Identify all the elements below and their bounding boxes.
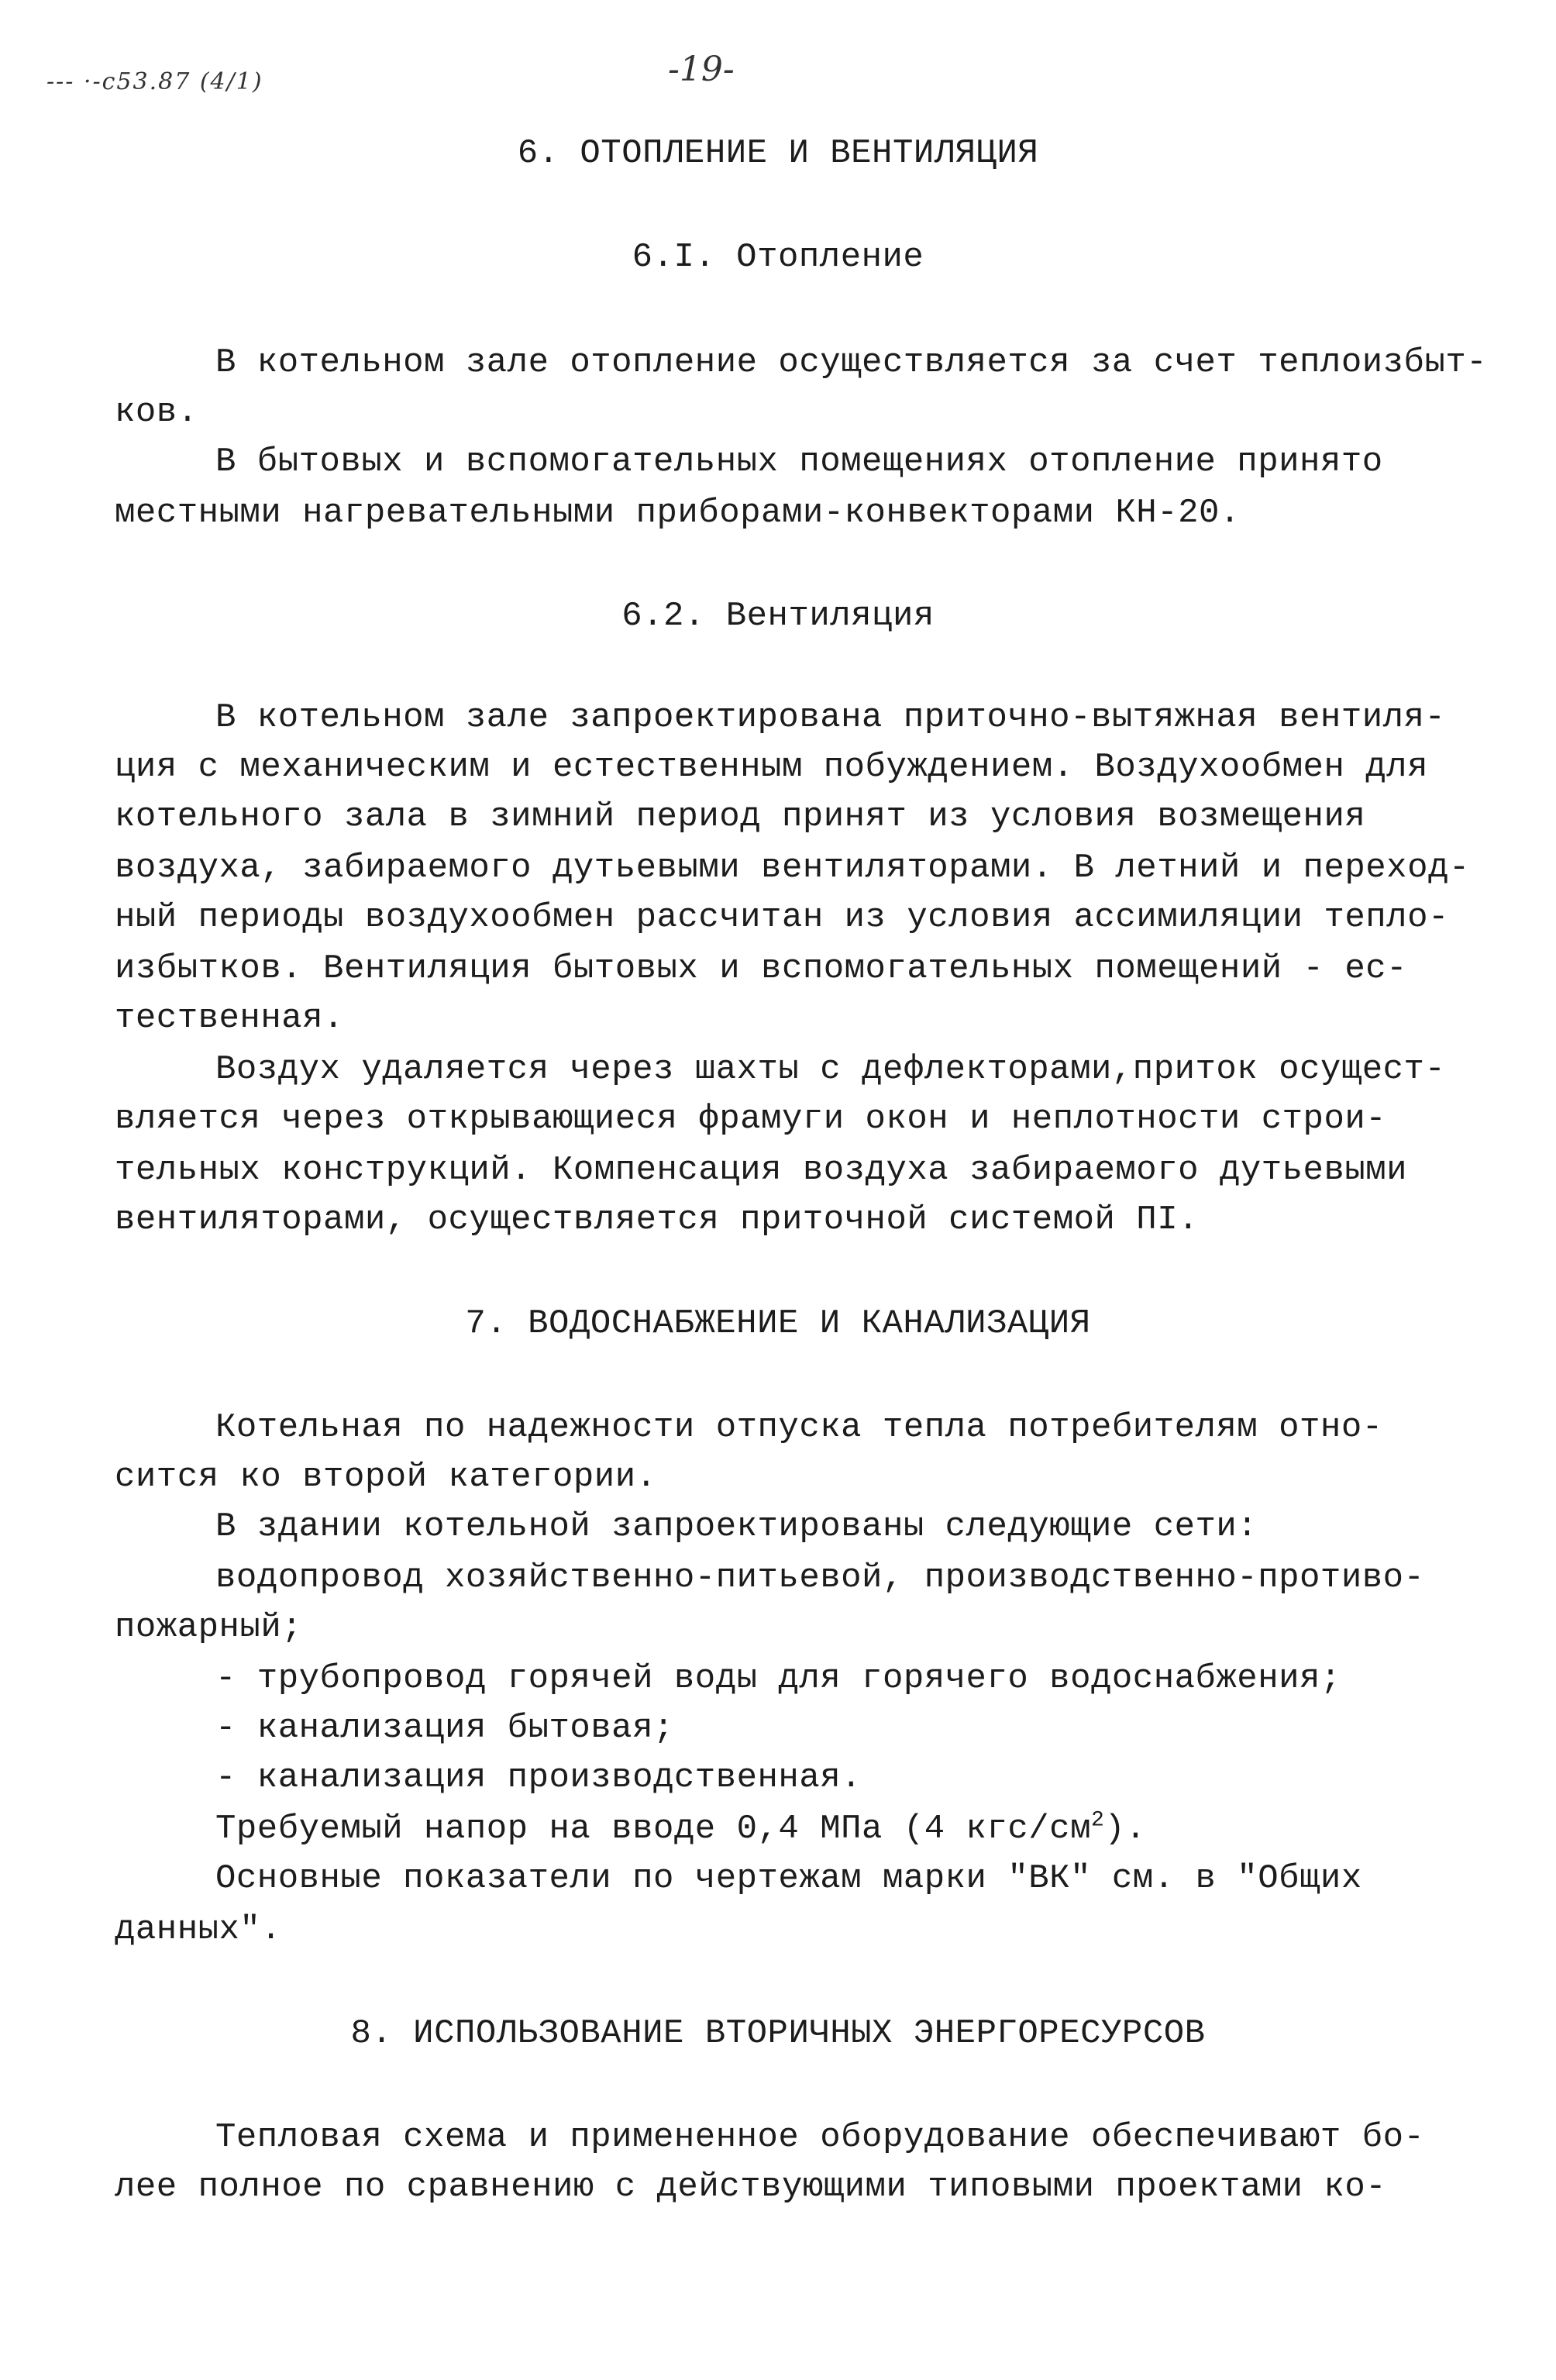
paragraph-line: Котельная по надежности отпуска тепла потребителям отно- <box>215 1408 1383 1447</box>
pressure-text-end: ). <box>1104 1810 1147 1848</box>
list-item: - канализация производственная. <box>215 1758 862 1797</box>
pressure-requirement <box>215 1806 1146 1852</box>
paragraph-line: тественная. <box>115 999 344 1038</box>
paragraph-line: В здании котельной запроектированы следующие сети: <box>215 1507 1258 1546</box>
paragraph-line: данных". <box>115 1910 282 1949</box>
paragraph-line: Воздух удаляется через шахты с дефлекторами,приток осущест- <box>215 1050 1446 1089</box>
paragraph-line: местными нагревательными приборами-конвекторами КН-20. <box>115 494 1241 532</box>
paragraph-line: ный периоды воздухообмен рассчитан из условия ассимиляции тепло- <box>115 898 1449 937</box>
pressure-text: Требуемый напор на вводе 0,4 МПа (4 кгс/см <box>215 1810 1091 1848</box>
paragraph-line: Основные показатели по чертежам марки "ВК" см. в "Общих <box>215 1859 1362 1898</box>
paragraph-line: ция с механическим и естественным побуждением. Воздухообмен для <box>115 748 1428 787</box>
subsection-6-2-title: 6.2. Вентиляция <box>621 597 935 635</box>
paragraph-line: тельных конструкций. Компенсация воздуха забираемого дутьевыми <box>115 1151 1408 1190</box>
paragraph-line: котельного зала в зимний период принят из условия возмещения <box>115 797 1366 836</box>
paragraph-line: сится ко второй категории. <box>115 1458 657 1497</box>
paragraph-line: водопровод хозяйственно-питьевой, производственно-противо- <box>215 1559 1425 1597</box>
paragraph-line: ков. <box>115 393 198 432</box>
paragraph-line: вляется через открывающиеся фрамуги окон и неплотности строи- <box>115 1100 1387 1138</box>
page-number: -19- <box>668 50 735 89</box>
paragraph-line: пожарный; <box>115 1608 303 1647</box>
list-item: - трубопровод горячей воды для горячего водоснабжения; <box>215 1659 1341 1698</box>
paragraph-line: Тепловая схема и примененное оборудование обеспечивают бо- <box>215 2118 1425 2157</box>
paragraph-line: вентиляторами, осуществляется приточной системой ПI. <box>115 1200 1200 1239</box>
paragraph-line: В котельном зале отопление осуществляется за счет теплоизбыт- <box>215 343 1488 382</box>
subsection-6-1-title: 6.I. Отопление <box>632 238 924 277</box>
paragraph-line: В котельном зале запроектирована приточно-вытяжная вентиля- <box>215 698 1446 737</box>
list-item: - канализация бытовая; <box>215 1709 674 1748</box>
paragraph-line: лее полное по сравнению с действующими типовыми проектами ко- <box>115 2168 1387 2206</box>
paragraph-line: В бытовых и вспомогательных помещениях отопление принято <box>215 443 1383 481</box>
section-6-title: 6. ОТОПЛЕНИЕ И ВЕНТИЛЯЦИЯ <box>517 134 1039 173</box>
paragraph-line: избытков. Вентиляция бытовых и вспомогательных помещений - ес- <box>115 949 1408 988</box>
pressure-superscript: 2 <box>1090 1808 1105 1833</box>
paragraph-line: воздуха, забираемого дутьевыми вентиляторами. В летний и переход- <box>115 849 1470 887</box>
document-reference-code: --- ·-с53.87 (4/1) <box>46 68 263 95</box>
section-7-title: 7. ВОДОСНАБЖЕНИЕ И КАНАЛИЗАЦИЯ <box>465 1304 1091 1343</box>
section-8-title: 8. ИСПОЛЬЗОВАНИЕ ВТОРИЧНЫХ ЭНЕРГОРЕСУРСОВ <box>350 2014 1206 2053</box>
